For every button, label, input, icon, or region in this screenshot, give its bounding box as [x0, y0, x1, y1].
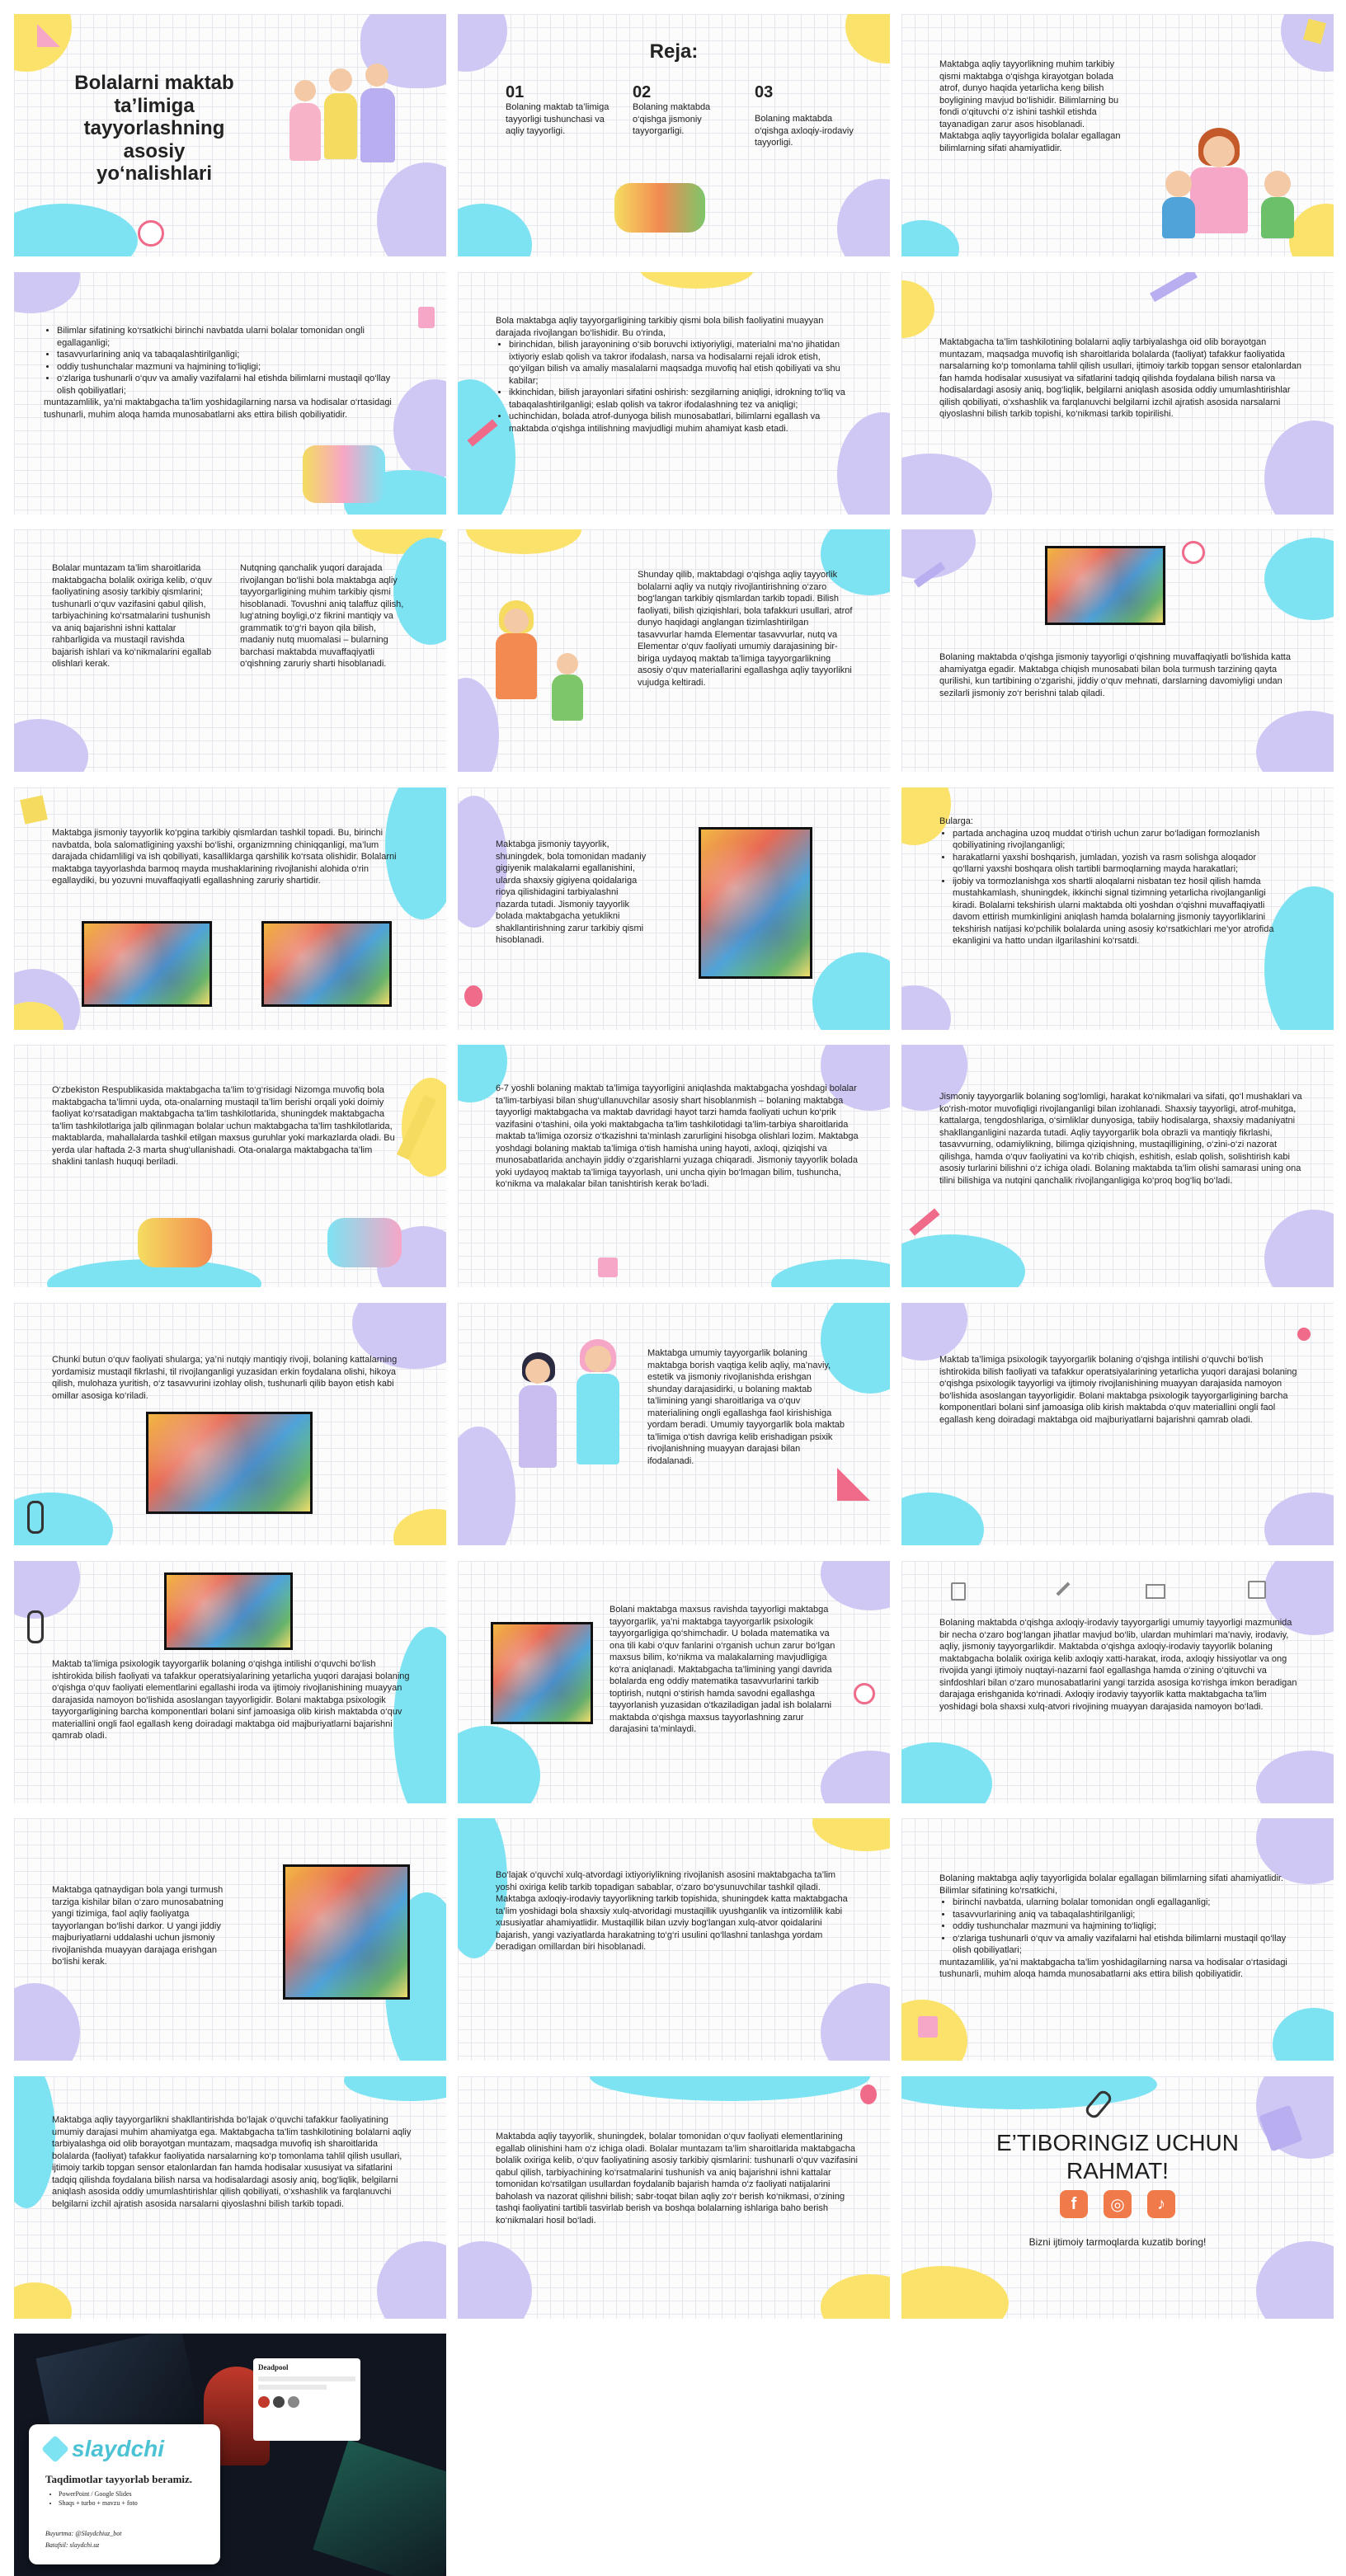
classroom-photo	[146, 1412, 313, 1514]
plan-item-3: Bolaning maktabda o‘qishga axloqiy-irodaviy tayyorligi.	[755, 114, 854, 148]
clipboard-icon	[951, 1582, 966, 1601]
brand-name: slaydchi	[72, 2436, 165, 2461]
bullet: • tasavvurlarining aniq va tabaqalashtirilganligi;	[953, 1909, 1302, 1921]
slide-22	[14, 1818, 446, 2061]
slide-23	[458, 1818, 890, 2061]
preview-title: Deadpool	[258, 2363, 289, 2372]
kids-classroom-photo	[261, 921, 392, 1007]
slide-ad	[14, 2334, 446, 2576]
family-illustration	[1165, 121, 1322, 245]
bullet: • birinchidan, bilish jarayonining o‘sib boruvchi ixtiyoriyligi, materialni ma’no jihatidan ixtiyoriy eslab qolish va takror ifodalash, narsa va hodisalarni rejali idrok etish, qo‘yilgan bilish va amaliy masalalarni maqsadga muvofiq hal etish qobiliyati va shu kabilar;	[509, 339, 859, 387]
slide-4-text	[44, 325, 407, 421]
bullet: • ikkinchidan, bilish jarayonlari sifatini oshirish: sezgilarning aniqligi, idrokning to‘liq va tabaqalashtirilganligi; eslab qolish va takror ifodalashning tez va aniqligi;	[509, 387, 859, 411]
slide-3	[901, 14, 1334, 256]
slide-25	[14, 2076, 446, 2319]
triangle-ruler-icon	[37, 24, 60, 47]
slide-12	[901, 787, 1334, 1030]
social-icons	[1060, 2190, 1175, 2220]
bullet: • o‘zlariga tushunarli o‘quv va amaliy vazifalarni hal etishda bilimlarni mustaqil qo‘llay olish qobiliyatlari;	[953, 1933, 1302, 1957]
slide-15	[901, 1045, 1334, 1287]
bullet: • partada anchagina uzoq muddat o‘tirish uchun zarur bo‘ladigan formozlanish qobiliyatining rivojlanganligi;	[953, 828, 1278, 852]
plan-item-2: Bolaning maktabda o‘qishga jismoniy tayyorgarligi.	[633, 102, 711, 137]
slide-4-tail: muntazamlilik, ya’ni maktabgacha ta’lim yoshidagilarning narsa va hodisalar o‘rtasidagi tushunarli, muhim aloqa hamda munosabatlarni aks ettira bilish qobiliyatidir.	[44, 397, 392, 420]
notebook-icon	[418, 307, 435, 328]
slide-10	[14, 787, 446, 1030]
ad-line: • Shaqs + turbo + mavzu + foto	[59, 2499, 210, 2508]
pencil-icon	[1057, 1582, 1071, 1596]
slide-title	[14, 14, 446, 256]
thanks-subtitle: Bizni ijtimoiy tarmoqlarda kuzatib boring!	[1028, 2236, 1207, 2248]
teacher-kids-illustration	[482, 595, 606, 736]
school-icon	[1248, 1581, 1266, 1599]
instagram-icon[interactable]: ◎	[1104, 2190, 1132, 2218]
notepad-icon	[20, 795, 48, 824]
classroom-photo	[164, 1572, 293, 1650]
tiktok-icon[interactable]: ♪	[1147, 2190, 1175, 2218]
slide-17	[458, 1303, 890, 1545]
kids-illustration	[138, 1218, 212, 1267]
slide-8-text: Shunday qilib, maktabdagi o‘qishga aqliy tayyorlik bolalarni aqliy va nutqiy rivojlantirishning o‘zaro bog‘langan tarkibiy qismlardan tarkib topadi. Bilish faoliyati, bilish qiziqishlari, bola tafakkuri usullari, atrof dunyo haqidagi anglangan tizimlashtirilgan tasavvurlar hamda Elementar tasavvurlar, nutq va Elementar o‘quv faoliyati umumiy darajasining bir-biriga uydayoq maktab ta’limiga tayyorgarlikning asosiy o‘quv materiallarini egallashga aqliy tayyorlikni vujudga keltiradi.	[638, 570, 853, 688]
slide-7-col1: Bolalar muntazam ta’lim sharoitlarida maktabgacha bolalik oxiriga kelib, o‘quv faoliyatining asosiy tarkibiy qismlarini; tushunarli o‘quv vazifasini qabul qilish, tarbiyachining ko‘rsatmalarini tushunish va aniq bajarishni ishni kattalar rahbarligida va mustaqil ravishda bajarish ishlari va ko‘nikmalarini egallab olishlari kerak.	[52, 563, 212, 670]
slide-19	[14, 1561, 446, 1803]
slide-26-text: Maktabda aqliy tayyorlik, shuningdek, bolalar tomonidan o‘quv faoliyati elementlarining egallab olinishini ham o‘z ichiga oladi. Bolalar muntazam ta’lim sharoitlarida maktabgacha bolalik oxiriga kelib, o‘quv faoliyatining asosiy tarkibiy qismlarini: tushunarli o‘quv vazifasini qabul qilish, tarbiyachining ko‘rsatmalarini tushunish va aniq bajarishni ishni kattalar tomonidan ko‘rsatilgan usullardan foydalanib bajarish hamda o‘z faoliyati natijalarini baholash va nazorat qilishni bilish; sabr-toqat bilan aqliy zo‘r berish ko‘nikmasi, o‘zining tashqi faoliyatini tartibli tasvirlab berish va boshqa bolalarning ishlariga baho berish ko‘nikmalari hosil bo‘ladi.	[496, 2132, 858, 2226]
slide-26	[458, 2076, 890, 2319]
clock-icon	[1182, 541, 1205, 564]
slide-8	[458, 529, 890, 772]
tablet-mockup	[313, 2440, 446, 2576]
slide-14-text: 6-7 yoshli bolaning maktab ta’limiga tayyorligini aniqlashda maktabgacha yoshdagi bolalar ta’lim-tarbiyasi bilan shug‘ullanuvchilar asosiy shart hisoblanmish – bolaning maktabga tayyorligi maktabgacha va maktab davridagi hayot tarzi hamda faoliyati uchun ko‘prik vazifasini o‘tashini, oila yoki maktabgacha ta’lim tashkilotidagi ta’lim-tarbiya sharoitlarida maktab ta’limiga ozorsiz o‘tkazishni ta’minlash zarurligini hisobga olishlari lozim. Maktabga yoshdagi bolaning maktab ta’limiga o‘tish hamisha uning hayoti, axloqi, qiziqishi va munosabatlarida anchayin jiddiy o‘zgarishlarni yuzaga chiqaradi. Jismoniy tayyorlik bolada yoki uydayoq maktab ta’limiga tayyorlash, uni uncha qiyin bo‘lmagan bilim, tushuncha, ko‘nikma va malakalar bilan tanishtirish kerak bo‘ladi.	[496, 1084, 859, 1190]
slide-24	[901, 1818, 1334, 2061]
notebook-icon	[598, 1257, 618, 1277]
bullet: • oddiy tushunchalar mazmuni va hajmining to‘liqligi;	[953, 1920, 1302, 1933]
slide-6	[901, 272, 1334, 515]
slide-14	[458, 1045, 890, 1287]
balloon-icon	[464, 985, 482, 1007]
preview-card	[253, 2358, 360, 2441]
pin-icon	[1297, 1328, 1311, 1341]
slide-5-intro: Bola maktabga aqliy tayyorgarligining tarkibiy qismi bola bilish faoliyatini muayyan darajada rivojlangan bo‘lishidir. Bu o‘rinda,	[496, 316, 824, 338]
ad-lines	[45, 2490, 210, 2508]
slide-12-text	[939, 816, 1278, 947]
clock-icon	[138, 220, 164, 247]
plan-num-2: 02	[633, 83, 652, 101]
ad-card	[29, 2424, 220, 2564]
children-illustration	[278, 55, 410, 220]
clock-icon	[854, 1683, 875, 1704]
slide-5-text	[496, 315, 859, 435]
slide-title-text: Bolalarni maktab ta’limiga tayyorlashning asosiy yo‘nalishlari	[74, 72, 234, 186]
slide-11-text: Maktabga jismoniy tayyorlik, shuningdek, bola tomonidan madaniy gigiyenik malakalarni egallanishini, ularda shaxsiy gigiyena qoidalariga rioya qilishidagini tarbiyalashni nazarda tutadi. Jismoniy tayyorlik bolada maktabgacha yetuklikni shakllantirishning zarur tarkibiy qismi hisoblanadi.	[496, 839, 647, 946]
slide-21	[901, 1561, 1334, 1803]
slide-18-text: Maktab ta’limiga psixologik tayyorgarlik bolaning o‘qishga intilishi o‘quvchi bo‘lish ishtirokida bilish faoliyati va tafakkur operatsiyalarining yetarlicha yuqori darajasi bolaning o‘qishga psixologik tayyorligi va ijtimoiy rivojlanishining muayyan darajasida namoyon bo‘lishida asoslangan tayyorligidir. Bolani maktabga psixologik tayyorgarligining barcha komponentlari bolani sinf jamoasiga olib kirish maktabda o‘quv materiallini ongli faol egallash keng doiradagi maktabga oid majburiyatlarni bajarishni qamrab oladi.	[939, 1355, 1297, 1425]
classroom-photo	[699, 827, 812, 979]
slide-20	[458, 1561, 890, 1803]
plan-title: Reja:	[649, 40, 699, 63]
teacher-photo	[491, 1622, 593, 1724]
notebook-icon	[918, 2016, 938, 2038]
plan-item-1: Bolaning maktab ta’limiga tayyorligi tushunchasi va aqliy tayyorligi.	[506, 102, 609, 137]
slide-24-intro: Bolaning maktabga aqliy tayyorligida bolalar egallagan bilimlarning sifati ahamiyatlidir. Bilimlar sifatining ko‘rsatkichi,	[939, 1873, 1284, 1896]
slide-9-text: Bolaning maktabda o‘qishga jismoniy tayyorligi o‘qishning muvaffaqiyatli bo‘lishida katta ahamiyatga egadir. Maktabga chiqish munosabati bilan bola turmush tarzining qayta qurilishi, kun tartibining o‘zgarishi, jiddiy o‘quv mehnati, darslarning davomiyligi undan sezilarli jismoniy zo‘r berishni talab qiladi.	[939, 652, 1291, 698]
kids-reading-illustration	[614, 183, 705, 233]
slide-5	[458, 272, 890, 515]
classroom-photo	[1045, 546, 1165, 625]
slide-18	[901, 1303, 1334, 1545]
kids-playing-photo	[82, 921, 212, 1007]
ad-contact-site[interactable]: Batafsil: slaydchi.uz	[45, 2541, 100, 2549]
triangle-ruler-icon	[837, 1468, 870, 1501]
slide-9	[901, 529, 1334, 772]
slide-24-tail: muntazamlilik, ya’ni maktabgacha ta’lim yoshidagilarning narsa va hodisalar o‘rtasidagi tushunarli, muhim aloqa hamda munosabatlarni aks ettira bilish qobiliyatidir.	[939, 1957, 1287, 1980]
bullet: • harakatlarni yaxshi boshqarish, jumladan, yozish va rasm solishga aloqador qo‘llarni yaxshi boshqara olish tartibli barmoqlarning mayda harakatlari;	[953, 852, 1278, 876]
paperclip-icon	[27, 1610, 44, 1643]
slide-16-text: Chunki butun o‘quv faoliyati shularga; ya’ni nutqiy mantiqiy rivoji, bolaning kattalarning yordamisiz mustaqil fikrlashi, til rivojlanganligi yuzasidan erkin foydalana olishi, hikoya qilish, mulohaza yuritish, o‘z tasavvurini izohlay olish, tushunarli qilib bayon etish kabi omillar asosiga ko‘riladi.	[52, 1355, 398, 1401]
slide-24-text	[939, 1873, 1302, 1981]
bullet: • oddiy tushunchalar mazmuni va hajmining to‘liqligi;	[57, 361, 407, 374]
slide-13	[14, 1045, 446, 1287]
slide-7-col2: Nutqning qanchalik yuqori darajada rivojlangan bo‘lishi bola maktabga aqliy tayyorgarligining muhim tarkibiy qismi hisoblanadi. Tovushni aniq talaffuz qilish, lug‘atning boyligi,o‘z fikrini mantiqiy va grammatik to‘g‘ri bayon qila bilish, madaniy nutq muomalasi – bularning barchasi maktabda muvaffaqiyatli o‘qishning zaruriy sharti hisoblanadi.	[240, 563, 404, 670]
bullet: • uchinchidan, bolada atrof-dunyoga bilish munosabatlari, bilimlarni egallash va maktabda o‘qishga intilishning mavjudligi muhim ahamiyat kasb etadi.	[509, 411, 859, 435]
slide-plan	[458, 14, 890, 256]
slide-7	[14, 529, 446, 772]
slide-thanks	[901, 2076, 1334, 2319]
slide-11	[458, 787, 890, 1030]
slide-3-text: Maktabga aqliy tayyorlikning muhim tarkibiy qismi maktabga o‘qishga kirayotgan bolada atrof, dunyo haqida yetarlicha keng bilish boyligining mavjud bo‘lishidir. Bilimlarning bu fondi o‘qituvchi o‘z ishini tashkil etishda tayanadigan zarur asos hisoblanadi. Maktabga aqliy tayyorligida bolalar egallagan bilimlarning sifati ahamiyatlidir.	[939, 59, 1121, 153]
pencil-icon	[909, 1208, 939, 1235]
slide-20-text: Bolani maktabga maxsus ravishda tayyorligi maktabga tayyorgarlik, ya’ni maktabga tayyorgarlik psixologik tayyorgarligiga qo‘shimchadir. U bolada matematika va ona tili kabi o‘quv fanlarini o‘rganish uchun zarur bo‘lgan maxsus bilim, ko‘nikma va malakalarning mavjudligiga ko‘ra aniqlanadi. Maktabgacha ta’limining yangi davrida bolalarda eng oddiy matematika tasavvurlarini tarkib toptirish, nutqni o‘stirish hamda savodni egallashga tayyorlanish yuzasidan o‘tkaziladigan jadal ish bolalarni maktabda o‘qishga maxsus tayyorlashning zarur darajasini ta’minlaydi.	[609, 1605, 835, 1735]
ad-heading: Taqdimotlar tayyorlab beramiz.	[45, 2473, 193, 2485]
bullet: • birinchi navbatda, ularning bolalar tomonidan ongli egallaganligi;	[953, 1897, 1302, 1909]
plan-num-3: 03	[755, 83, 774, 101]
thanks-title: E’TIBORINGIZ UCHUN RAHMAT!	[996, 2130, 1239, 2183]
schoolgirls-illustration	[507, 1336, 639, 1525]
slide-21-text: Bolaning maktabda o‘qishga axloqiy-irodaviy tayyorgarligi umumiy tayyorligi mazmunida bir necha o‘zaro bog‘langan jihatlar mavjud bo‘lib, ulardan muhimlari ma’naviy, irodaviy, aqliy, jismoniy tayyorgarlikdir. Maktabda o‘qishga axloqiy-irodaviy tayyorlik bolaning maktabgacha bolalik oxiriga kelib axloqiy xatti-harakat, iroda, axloqiy hissiyotlar va ong rivojida yangi ijtimoiy nuqtayi-nazarni faol egallashga hamda o‘zining o‘qituvchi va sinfdoshlari bilan o‘zaro munosabatlarini yangi tarzida asosiga ko‘rishga imkon beradigan darajaga erishganida ko‘rinadi. Axloqiy irodaviy tayyorlik katta maktabgacha ta’lim yoshidagi bola shaxsi xulq-atvori rivojining muayyan darajasida namoyon bo‘ladi.	[939, 1618, 1297, 1712]
kids-illustration	[327, 1218, 402, 1267]
facebook-icon[interactable]: f	[1060, 2190, 1088, 2218]
slide-16	[14, 1303, 446, 1545]
slide-19-text: Maktab ta’limiga psixologik tayyorgarlik bolaning o‘qishga intilishi o‘quvchi bo‘lish ishtirokida bilish faoliyati va tafakkur operatsiyalarining yetarlicha yuqori darajasi bolaning o‘qishga o‘quv faoliyati elementlarini egallashi iroda va ijtimoiy rivojlanishining muayyan darajasida namoyon bo‘lishida asoslangan tayyorligidir. Bolani maktabga psixologik tayyorgarligining barcha komponentlari bolani sinf jamoasiga olib kirish maktabda o‘quv materiallini ongli faol egallash keng doiradagi maktabga oid majburiyatlarni bajarishni qamrab oladi.	[52, 1659, 410, 1742]
slide-25-text: Maktabga aqliy tayyorgarlikni shakllantirishda bo‘lajak o‘quvchi tafakkur faoliyatining umumiy darajasi muhim ahamiyatga ega. Maktabgacha ta’lim tashkilotining bolalarni aqliy tarbiyalashga oid olib borayotgan muntazam, maqsadga muvofiq ish sharoitlarida bolalarda (faoliyat) tafakkur faoliyatida narsalarning ko‘p tomonlama tahlil qilish usullari, ijtimoiy tarkib topgan sensor etalonlardan fan hamda hodisalar xususiyat va sifatlarini tadqiq qilishda foydalana bilish narsa va hodisalardagi asosiy aniq, bog‘liqlik, belgilarni aniqlash asosida oddiy umumlashtirishlar qilish qobiliyati, o‘xshashlik va farqlanuvchi belgilarni izchil ajratish asosida narsalarni qiyoslashni bilish tarkib topadi.	[52, 2115, 412, 2209]
slide-10-text: Maktabga jismoniy tayyorlik ko‘pgina tarkibiy qismlardan tashkil topadi. Bu, birinchi navbatda, bola salomatligining yaxshi bo‘lishi, organizmning chiniqqanligi, ma’lum darajada chidamliligi va ish qobiliyati, kasalliklarga qarshilik ko‘rsata olishidir. Bolalarni maktabga tayyorlashda barmoq mayda mushaklarining rivojlanishi alohida o‘rin egallaydiki, bu yozuvni muvaffaqiyatli egallashning zaruriy shartidir.	[52, 828, 397, 886]
ad-contact-bot[interactable]: Buyurtma: @Slaydchiuz_bot	[45, 2530, 122, 2537]
kids-playing-illustration	[303, 445, 385, 503]
slide-13-text: O‘zbekiston Respublikasida maktabgacha ta’lim to‘g‘risidagi Nizomga muvofiq bola maktabgacha ta’limni uyda, ota-onalarning mustaqil ta’lim berishi orqali yoki doimiy faoliyat ko‘rsatadigan maktabgacha ta’lim tashkilotlarida, shuningdek maktabgacha ta’lim tashkilotlariga jalb qilinmagan bolalar uchun maktabgacha ta’lim tashkilotlarida, maktablarda, mahallalarda tashkil etilgan maxsus guruhlar yoki markazlarda oladi. Bu yerda ular haftada 2-3 marta shug‘ullanishadi. Ota-onalarga maktabgacha ta’lim shaklini tanlash huquqi beriladi.	[52, 1085, 395, 1168]
bullet: • ijobiy va tormozlanishga xos shartli aloqalarni nisbatan tez hosil qilish hamda mustahkamlash, shuningdek, ikkinchi signal tizimning yetarlicha rivojlanganligi kiradi. Bolalarni tekshirish ularni maktabda olti yoshdan o‘qishni muvaffaqiyatli davom ettirish mumkinligini aniqlash hamda bolalarning jismoniy tayyorliklarini tekshirish natijasi ko‘pchilik bolalarda uning asosiy ko‘rsatkichlari me’yor atrofida ekanligini va hatto undan ilgarilashini ko‘rsatdi.	[953, 876, 1278, 947]
slide-17-text: Maktabga umumiy tayyorgarlik bolaning maktabga borish vaqtiga kelib aqliy, ma’naviy, estetik va jismoniy rivojlanishda erishgan shunday darajasidirki, u bolaning maktab ta’limining yangi sharoitlariga va o‘quv materialining ongli egallashga faol kirishishiga yordam beradi. Umumiy tayyorgarlik bola maktab ta’limiga o‘tish davriga kelib erishadigan psixik rivojlanishning muayyan darajasi bilan ifodalanadi.	[647, 1348, 845, 1466]
pencil-icon	[1150, 272, 1198, 302]
balloon-icon	[860, 2085, 877, 2104]
slide-12-intro: Bularga:	[939, 816, 973, 826]
slide-6-text: Maktabgacha ta’lim tashkilotining bolalarni aqliy tarbiyalashga oid olib borayotgan muntazam, maqsadga muvofiq ish sharoitlarida bolalarda (faoliyat) tafakkur faoliyatida narsalarning ko‘p tomonlama tahlil qilish usullari, ijtimoiy tarkib topgan sensor etalonlardan fan hamda hodisalar xususiyat va sifatlarini tadqiq qilishda foydalana bilish narsa va hodisalardagi asosiy aniq, bog‘liqlik, belgilarni aniqlash asosida oddiy umumlashtirishlar qilish qobiliyati, o‘xshashlik va farqlanuvchi belgilarni izchil ajratish asosida narsalarni qiyoslashni bilish tarkib topishi, ko‘nikmasi tarkib topirilishi.	[939, 337, 1302, 420]
slide-4	[14, 272, 446, 515]
bullet: • Bilimlar sifatining ko‘rsatkichi birinchi navbatda ularni bolalar tomonidan ongli egallaganligi;	[57, 325, 407, 349]
bullet: • tasavvurlarining aniq va tabaqalashtirilganligi;	[57, 349, 407, 361]
slaydchi-logo-icon	[41, 2435, 69, 2463]
paperclip-icon	[27, 1501, 44, 1534]
slide-23-text: Bo‘lajak o‘quvchi xulq-atvordagi ixtiyoriylikning rivojlanish asosini maktabgacha ta’lim yoshi oxiriga kelib tarkib topadigan sabablar, o‘zaro bo‘ysunuvchilar tashkil qiladi. Maktabga axloqiy-irodaviy tayyorlikning tarkib topishida, shuningdek katta maktabgacha ta’lim yoshidagi bola shaxsiy xulq-atvoridagi mustaqillik uyushganlik va intizomlilik kabi xususiyatlar ahamiyatlidir. Mustaqillik bilan uzviy bog‘langan xulq-atvor qoidalarini bajarish, yangi vaziyatlarda harakatning to‘g‘ri usulini qo‘llashni tanlashga yordam beradigan omillardan biri hisoblanadi.	[496, 1870, 848, 1953]
plan-num-1: 01	[506, 83, 525, 101]
slide-22-text: Maktabga qatnaydigan bola yangi turmush tarziga kishilar bilan o‘zaro munosabatning yangi tizimiga, faol aqliy faoliyatga tayyorlangan bo‘lishi darkor. U yangi jiddiy majburiyatlarni uddalashi uchun jismoniy rivojlanishda muayyan darajaga erishgan bo‘lishi kerak.	[52, 1885, 224, 1967]
ad-line: • PowerPoint / Google Slides	[59, 2490, 210, 2499]
slide-15-text: Jismoniy tayyorgarlik bolaning sog‘lomligi, harakat ko‘nikmalari va sifati, qo‘l mushaklari va ko‘rish-motor muvofiqligi rivojlanganligi bilan izohlanadi. Shaxsiy tayyorligi, atrof-muhitga, kattalarga, tengdoshlariga, o‘simliklar dunyosiga, tabiiy hodisalarga, shaxsiy madaniyatni shakllanganligini nazarda tutadi. Aqliy tayyorgarlik bola obrazli va mantiqiy fikrlashi, tasavvurning, odamiylikning, bilimga qiziqishning, mustaqilligining, o‘zini-o‘zi nazorat qilishga, hamda o‘quv faoliyatini va ko‘rib chiqish, eshitish, eslab qolish, solishtirish kabi asosiy turlarini bilishni o‘z ichiga oladi. Bolaning maktabda ta’lim olishi samarasi uning ona tilini bilishiga va nutqini qanchalik rivojlanganligiga ko‘proq bog‘liq bo‘ladi.	[939, 1092, 1302, 1186]
book-icon	[1146, 1584, 1165, 1599]
bullet: • o‘zlariga tushunarli o‘quv va amaliy vazifalarni hal etishda bilimlarni mustaqil qo‘llay olish qobiliyatlari;	[57, 373, 407, 397]
classroom-photo	[283, 1864, 410, 2000]
